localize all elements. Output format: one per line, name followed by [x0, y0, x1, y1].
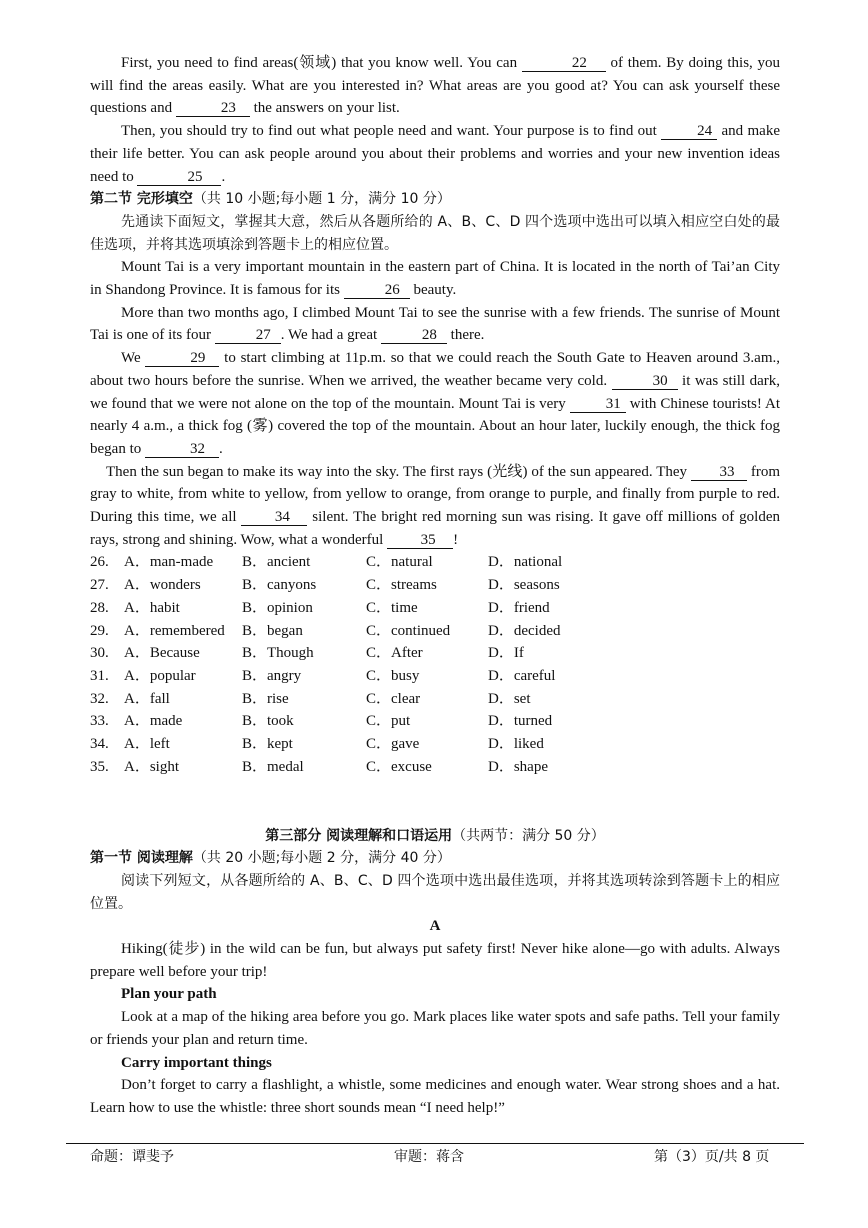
options-table	[90, 551, 608, 778]
cloze-paragraph	[90, 302, 780, 347]
footer-divider	[66, 1143, 804, 1144]
option-b[interactable]: B．Though	[242, 645, 314, 662]
blank-22[interactable]: 22	[522, 55, 606, 72]
passage-text: Then, you should try to find out what people need and want. Your purpose is to find out	[121, 123, 657, 140]
passage-paragraph	[90, 120, 780, 188]
blank-34[interactable]: 34	[241, 509, 307, 526]
passage-text: Then the sun began to make its way into the sky. The first rays (光线) of the sun appeared. They	[106, 463, 688, 480]
option-row	[90, 642, 608, 665]
reading-paragraph: Don’t forget to carry a flashlight, a whistle, some medicines and enough water. Wear strong shoes and a hat. Learn how to use the whistle: three short sounds mean “I need help!”	[90, 1077, 780, 1116]
blank-35[interactable]: 35	[387, 532, 453, 549]
footer-reviewer: 审题：蒋含	[394, 1149, 464, 1165]
option-c[interactable]: C．gave	[366, 736, 420, 753]
question-number: 26.	[90, 554, 109, 571]
cloze-paragraph	[90, 461, 780, 552]
option-c[interactable]: C．excuse	[366, 758, 432, 775]
option-a[interactable]: A．left	[124, 736, 170, 753]
section-heading	[90, 188, 780, 211]
option-c[interactable]: C．continued	[366, 622, 451, 639]
footer-page-number: 第（3）页/共 8 页	[654, 1149, 770, 1165]
part-note: （共两节：满分 50 分）	[452, 827, 605, 844]
option-d[interactable]: D．national	[488, 554, 563, 571]
option-row	[90, 597, 608, 620]
option-b[interactable]: B．opinion	[242, 599, 313, 616]
section-instructions: 先通读下面短文，掌握其大意，然后从各题所给的 A、B、C、D 四个选项中选出可以填入相应空白处的最佳选项，并将其选项填涂到答题卡上的相应位置。	[90, 213, 780, 253]
passage-text: silent. The bright red morning sun was rising. It gave off millions of golden rays, strong and shining. Wow, what a wonderful	[90, 509, 781, 548]
option-c[interactable]: C．put	[366, 713, 411, 730]
option-a[interactable]: A．man-made	[124, 554, 214, 571]
blank-29[interactable]: 29	[145, 350, 219, 367]
option-a[interactable]: A．Because	[124, 645, 200, 662]
passage-paragraph	[90, 52, 780, 120]
passage-text: .	[218, 440, 223, 457]
passage-text: it was still dark, we found that we were not alone on the top of the mountain. Mount Tai is very	[90, 372, 781, 412]
question-number: 33.	[90, 713, 109, 730]
option-c[interactable]: C．natural	[366, 554, 433, 571]
reading-subheading: Carry important things	[121, 1054, 272, 1071]
option-b[interactable]: B．ancient	[242, 554, 311, 571]
reading-subheading: Plan your path	[121, 986, 217, 1003]
passage-text: the answers on your list.	[253, 100, 400, 117]
option-c[interactable]: C．clear	[366, 690, 421, 707]
option-b[interactable]: B．began	[242, 622, 303, 639]
option-d[interactable]: D．liked	[488, 736, 544, 753]
option-c[interactable]: C．After	[366, 645, 423, 662]
option-row	[90, 665, 608, 688]
passage-text: of them. By doing this, you will find the areas easily. What are you interested in? What areas are you good at? You can ask yourself these questions and	[90, 55, 780, 117]
blank-23[interactable]: 23	[176, 100, 250, 117]
option-a[interactable]: A．remembered	[124, 622, 225, 639]
option-row	[90, 710, 608, 733]
option-row	[90, 551, 608, 574]
option-a[interactable]: A．made	[124, 713, 183, 730]
question-number: 28.	[90, 599, 109, 616]
reading-paragraph: Hiking(徒步) in the wild can be fun, but always put safety first! Never hike alone—go with adults. Always prepare well before your trip!	[90, 941, 780, 980]
option-c[interactable]: C．streams	[366, 577, 437, 594]
question-number: 30.	[90, 645, 109, 662]
option-a[interactable]: A．popular	[124, 667, 196, 684]
section-heading	[90, 847, 780, 870]
blank-30[interactable]: 30	[612, 373, 678, 390]
option-d[interactable]: D．turned	[488, 713, 553, 730]
passage-text: beauty.	[413, 282, 457, 299]
cloze-paragraph	[90, 347, 780, 461]
option-d[interactable]: D．decided	[488, 622, 561, 639]
option-a[interactable]: A．wonders	[124, 577, 201, 594]
question-number: 31.	[90, 667, 109, 684]
option-c[interactable]: C．time	[366, 599, 418, 616]
question-number: 32.	[90, 690, 109, 707]
option-a[interactable]: A．fall	[124, 690, 170, 707]
passage-text: to start climbing at 11p.m. so that we could reach the South Gate to Heaven around 3.am., about two hours before the sunrise. When we arrived, the weather became very cold.	[90, 350, 781, 389]
reading-paragraph: Look at a map of the hiking area before you go. Mark places like water spots and safe paths. Tell your family or friends your plan and return time.	[90, 1009, 780, 1048]
passage-text: First, you need to find areas(领域) that you know well. You can	[121, 55, 518, 71]
blank-28[interactable]: 28	[381, 327, 447, 344]
option-d[interactable]: D．shape	[488, 758, 548, 775]
passage-text: Mount Tai is a very important mountain in the eastern part of China. It is located in the north of Tai’an City in Shandong Province. It is famous for its	[90, 259, 780, 299]
option-a[interactable]: A．sight	[124, 758, 180, 775]
option-d[interactable]: D．seasons	[488, 577, 560, 594]
section-title: 第一节 阅读理解	[90, 850, 193, 867]
question-number: 29.	[90, 622, 109, 639]
option-b[interactable]: B．kept	[242, 736, 293, 753]
section-note: （共 10 小题;每小题 1 分，满分 10 分）	[192, 191, 451, 208]
passage-text: More than two months ago, I climbed Mount Tai to see the sunrise with a few friends. The sunrise of Mount Tai is one of its four	[90, 304, 780, 344]
question-number: 34.	[90, 736, 109, 753]
passage-letter: A	[429, 918, 441, 935]
option-d[interactable]: D．If	[488, 645, 524, 662]
section-note: （共 20 小题;每小题 2 分，满分 40 分）	[192, 850, 451, 867]
passage-text: . We had a great	[280, 327, 378, 344]
part-heading	[90, 825, 780, 848]
blank-26[interactable]: 26	[344, 282, 410, 299]
passage-text: We	[121, 350, 141, 367]
cloze-paragraph	[90, 256, 780, 301]
footer-author: 命题：谭斐予	[90, 1149, 174, 1165]
option-row	[90, 733, 608, 756]
section-instructions: 阅读下列短文，从各题所给的 A、B、C、D 四个选项中选出最佳选项，并将其选项转涂到答题卡上的相应位置。	[90, 872, 780, 912]
option-c[interactable]: C．busy	[366, 667, 420, 684]
option-b[interactable]: B．took	[242, 713, 294, 730]
option-d[interactable]: D．careful	[488, 667, 556, 684]
exam-page	[90, 52, 780, 1120]
option-b[interactable]: B．canyons	[242, 577, 317, 594]
option-row	[90, 574, 608, 597]
passage-text: there.	[450, 327, 485, 344]
passage-text: from gray to white, from white to yellow, from yellow to orange, from orange to purple, and finally from purple to red. During this time, we all	[90, 463, 781, 526]
option-row	[90, 620, 608, 643]
option-row	[90, 756, 608, 779]
option-d[interactable]: D．friend	[488, 599, 550, 616]
blank-25[interactable]: 25	[137, 169, 221, 186]
passage-text: and make their life better. You can ask people around you about their problems and worries and your new invention ideas need to	[90, 123, 780, 185]
passage-text: with Chinese tourists! At nearly 4 a.m., a thick fog (雾) covered the top of the mountain. About an hour later, luckily enough, the thick fog began to	[90, 395, 780, 457]
blank-24[interactable]: 24	[661, 123, 717, 140]
option-b[interactable]: B．medal	[242, 758, 304, 775]
blank-32[interactable]: 32	[145, 441, 219, 458]
blank-33[interactable]: 33	[691, 464, 747, 481]
question-number: 35.	[90, 758, 109, 775]
passage-text: .	[221, 168, 226, 185]
passage-text: !	[453, 531, 459, 548]
part-title: 第三部分 阅读理解和口语运用	[265, 827, 453, 844]
question-number: 27.	[90, 577, 109, 594]
option-a[interactable]: A．habit	[124, 599, 180, 616]
option-d[interactable]: D．set	[488, 690, 531, 707]
section-title: 第二节 完形填空	[90, 191, 193, 208]
blank-31[interactable]: 31	[570, 396, 626, 413]
option-row	[90, 688, 608, 711]
option-b[interactable]: B．angry	[242, 667, 302, 684]
option-b[interactable]: B．rise	[242, 690, 289, 707]
blank-27[interactable]: 27	[215, 327, 281, 344]
